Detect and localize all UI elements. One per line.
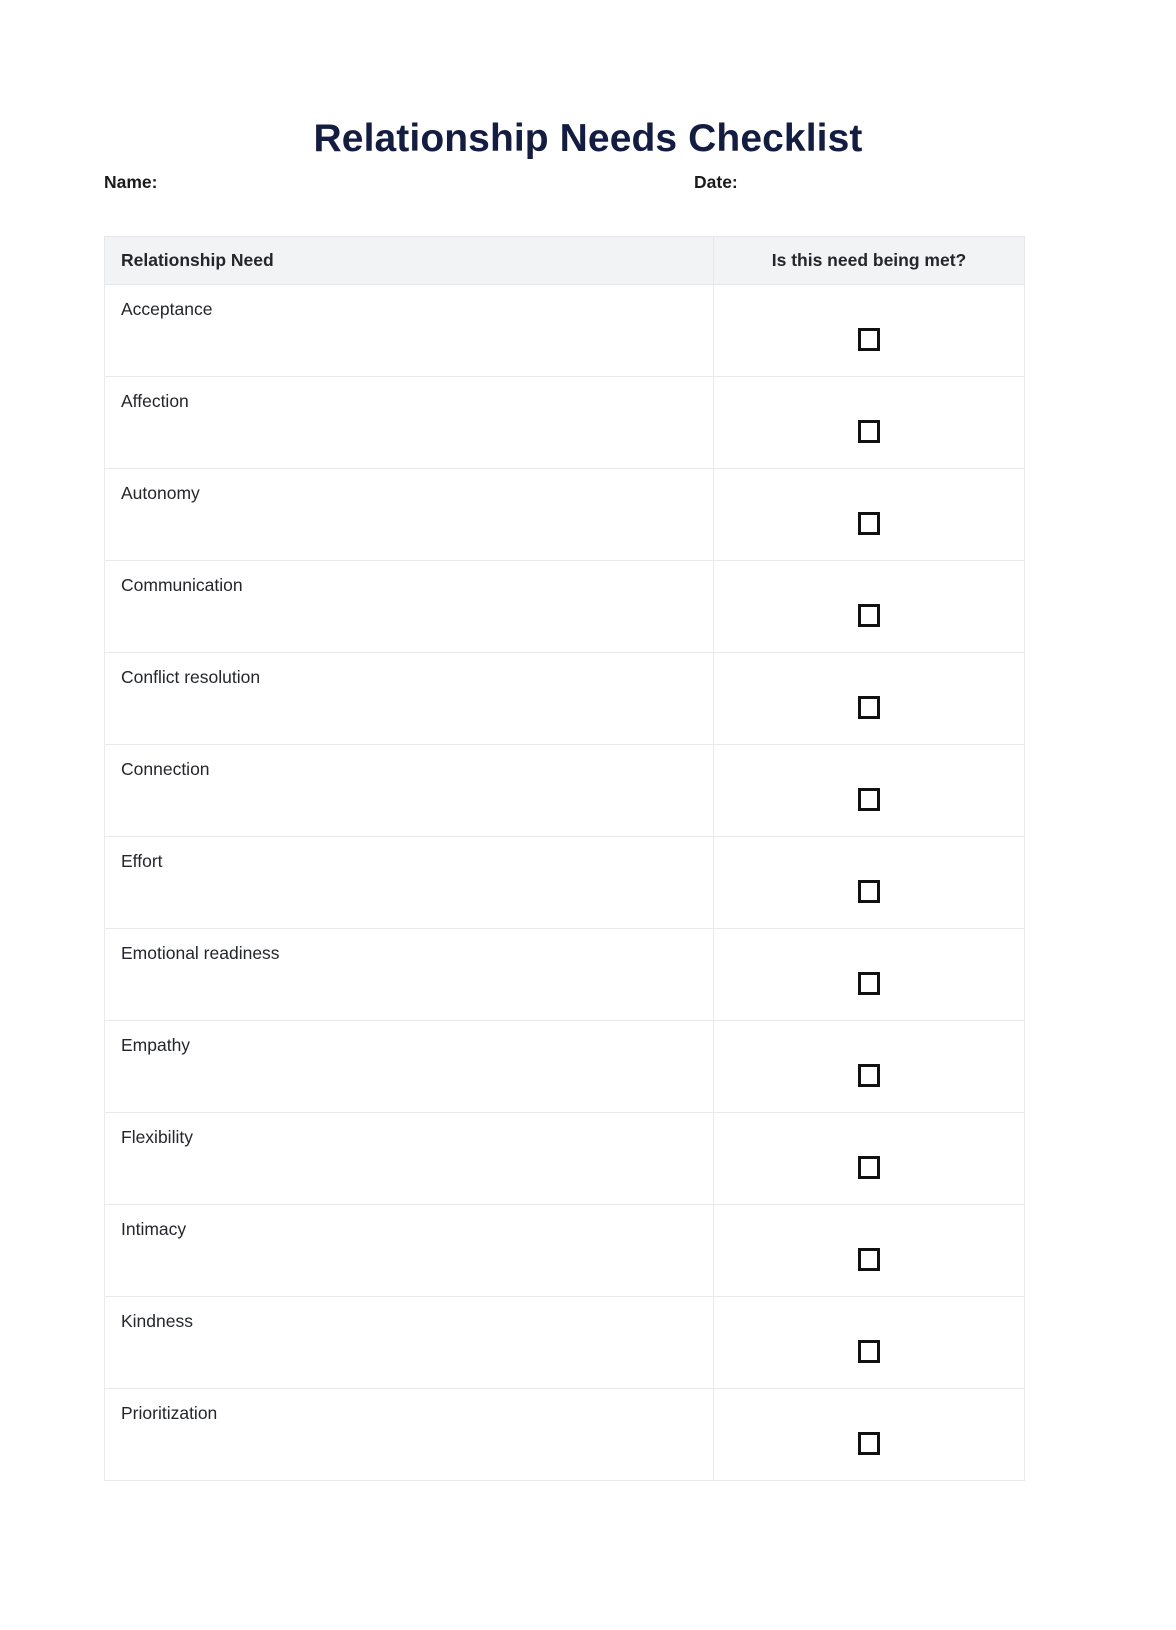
table-row — [105, 1389, 1025, 1481]
checkbox-icon[interactable] — [858, 512, 880, 535]
checkbox-icon[interactable] — [858, 880, 880, 903]
column-header-is-need-met: Is this need being met? — [714, 237, 1025, 285]
table-row — [105, 653, 1025, 745]
need-met-cell[interactable] — [714, 929, 1025, 1021]
table-row — [105, 285, 1025, 377]
relationship-needs-table — [104, 236, 1025, 1481]
need-label: Empathy — [105, 1021, 714, 1113]
table-row — [105, 377, 1025, 469]
checkbox-icon[interactable] — [858, 972, 880, 995]
table-body — [105, 285, 1025, 1481]
need-label: Prioritization — [105, 1389, 714, 1481]
table-row — [105, 469, 1025, 561]
checkbox-icon[interactable] — [858, 604, 880, 627]
need-label: Communication — [105, 561, 714, 653]
need-met-cell[interactable] — [714, 1021, 1025, 1113]
table-row — [105, 1205, 1025, 1297]
table-header — [105, 237, 1025, 285]
need-label: Effort — [105, 837, 714, 929]
need-label: Acceptance — [105, 285, 714, 377]
need-label: Emotional readiness — [105, 929, 714, 1021]
table-row — [105, 745, 1025, 837]
table-row — [105, 561, 1025, 653]
checkbox-icon[interactable] — [858, 788, 880, 811]
table-row — [105, 929, 1025, 1021]
need-met-cell[interactable] — [714, 561, 1025, 653]
need-met-cell[interactable] — [714, 285, 1025, 377]
table-row — [105, 1297, 1025, 1389]
need-label: Kindness — [105, 1297, 714, 1389]
need-met-cell[interactable] — [714, 1389, 1025, 1481]
date-label: Date: — [694, 172, 738, 192]
need-label: Connection — [105, 745, 714, 837]
need-met-cell[interactable] — [714, 1205, 1025, 1297]
need-met-cell[interactable] — [714, 653, 1025, 745]
table-row — [105, 1113, 1025, 1205]
need-label: Affection — [105, 377, 714, 469]
column-header-relationship-need: Relationship Need — [105, 237, 714, 285]
checkbox-icon[interactable] — [858, 1340, 880, 1363]
table-row — [105, 1021, 1025, 1113]
need-met-cell[interactable] — [714, 469, 1025, 561]
table-header-row — [105, 237, 1025, 285]
need-label: Flexibility — [105, 1113, 714, 1205]
need-met-cell[interactable] — [714, 837, 1025, 929]
checkbox-icon[interactable] — [858, 328, 880, 351]
need-label: Autonomy — [105, 469, 714, 561]
need-met-cell[interactable] — [714, 745, 1025, 837]
checkbox-icon[interactable] — [858, 1064, 880, 1087]
meta-row — [104, 172, 1024, 198]
checkbox-icon[interactable] — [858, 1156, 880, 1179]
name-label: Name: — [104, 172, 158, 192]
table-row — [105, 837, 1025, 929]
need-met-cell[interactable] — [714, 377, 1025, 469]
need-met-cell[interactable] — [714, 1297, 1025, 1389]
checkbox-icon[interactable] — [858, 420, 880, 443]
checkbox-icon[interactable] — [858, 1248, 880, 1271]
checkbox-icon[interactable] — [858, 696, 880, 719]
checkbox-icon[interactable] — [858, 1432, 880, 1455]
need-met-cell[interactable] — [714, 1113, 1025, 1205]
need-label: Conflict resolution — [105, 653, 714, 745]
page-title: Relationship Needs Checklist — [313, 117, 863, 161]
need-label: Intimacy — [105, 1205, 714, 1297]
